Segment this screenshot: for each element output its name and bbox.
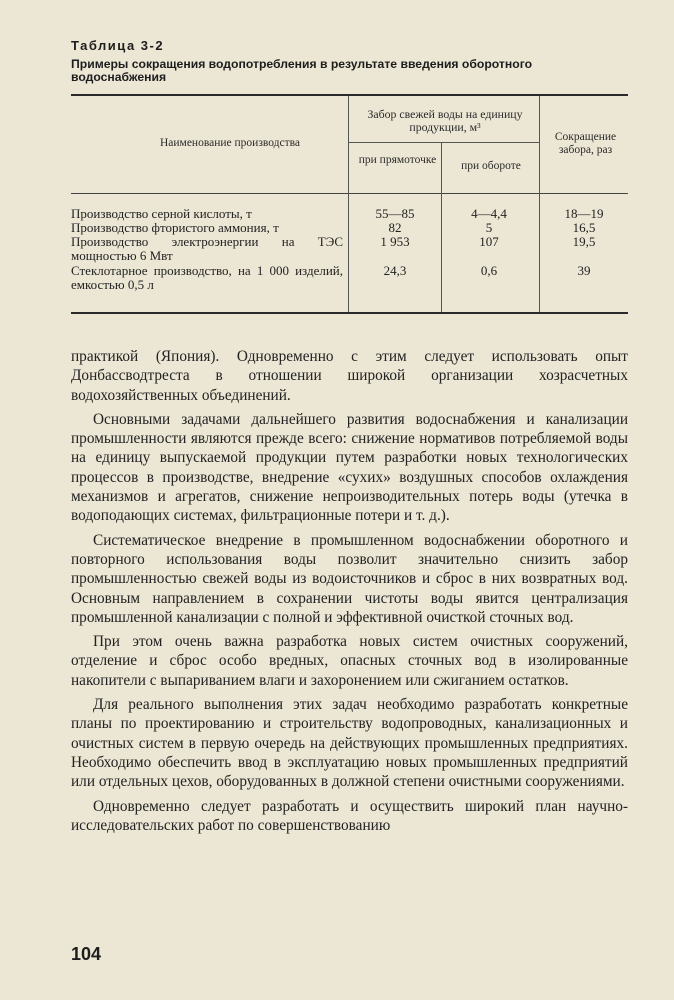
- header-recirculation: при обороте: [461, 160, 521, 172]
- table-caption: Таблица 3-2: [71, 38, 165, 53]
- table-cell-reduction: 16,5: [572, 220, 596, 235]
- table-row-name: Производство фтористого аммония, т: [71, 220, 279, 235]
- column-divider: [441, 143, 442, 312]
- table-cell-direct: 55—85: [375, 206, 415, 221]
- table-cell-direct: 1 953: [380, 234, 410, 249]
- body-text: [71, 347, 628, 835]
- header-name: Наименование производства: [159, 137, 300, 149]
- table-top-rule: [71, 94, 628, 96]
- paragraph: Одновременно следует разработать и осуществить широкий план научно-исследовательских работ по совершенствованию: [71, 797, 628, 834]
- column-divider: [539, 96, 540, 312]
- table-row-name: Производство электроэнергии на ТЭС мощностью 6 Мвт: [71, 234, 343, 263]
- header-intake: Забор свежей воды на единицу продукции, м³: [367, 107, 523, 134]
- table-cell-direct: 24,3: [383, 263, 407, 278]
- paragraph: практикой (Япония). Одновременно с этим следует использовать опыт Донбассводтреста в отношении широкой организации хозрасчетных водохозяйственных объединений.: [71, 348, 628, 404]
- table-cell-reduction: 39: [577, 263, 591, 278]
- table-cell-recirculation: 0,6: [480, 263, 498, 278]
- paragraph: Для реального выполнения этих задач необходимо разработать конкретные планы по проектированию и строительству водопроводных, канализационных и очистных систем в первую очередь на действующих промышленных предприятиях. Необходимо обеспечить ввод в эксплуатацию новых промышленных предприятий или отдельных цехов, оборудованных в должной степени очистными сооружениями.: [71, 696, 628, 791]
- table-row-name: Стеклотарное производство, на 1 000 изделий, емкостью 0,5 л: [71, 263, 343, 292]
- paragraph: Основными задачами дальнейшего развития водоснабжения и канализации промышленности являются прежде всего: снижение нормативов потребляемой воды на единицу выпускаемой продукции путем разработки новых технологических процессов в производстве, внедрение «сухих» воздушных способов охлаждения механизмов и агрегатов, снижение непроизводительных потерь воды (утечка в водоподающих системах, фильтрационные потери и т. д.).: [71, 410, 628, 525]
- column-divider: [348, 96, 349, 312]
- table-cell-reduction: 18—19: [564, 206, 604, 221]
- table-row-name: Производство серной кислоты, т: [71, 206, 252, 221]
- header-reduction: Сокращение забора, раз: [554, 131, 617, 156]
- table-title: Примеры сокращения водопотребления в результате введения оборотного водоснабжения: [71, 57, 533, 84]
- table-subheader-rule: [349, 142, 539, 143]
- table-bottom-rule: [71, 312, 628, 314]
- page-number: 104: [71, 944, 102, 964]
- table-cell-direct: 82: [388, 220, 402, 235]
- table-cell-reduction: 19,5: [572, 234, 596, 249]
- table-cell-recirculation: 107: [479, 234, 499, 249]
- paragraph: Систематическое внедрение в промышленном водоснабжении оборотного и повторного использования воды позволит значительно снизить забор промышленностью свежей воды из водоисточников и сброс в них возвратных вод. Основным направлением в сохранении чистоты воды явится централизация промышленной канализации с полной и эффективной очисткой сточных вод.: [71, 531, 628, 626]
- table-cell-recirculation: 5: [485, 220, 493, 235]
- table-cell-recirculation: 4—4,4: [471, 206, 507, 221]
- paragraph: При этом очень важна разработка новых систем очистных сооружений, отделение и сброс особо вредных, опасных сточных вод в изолированные накопители с выпариванием влаги и захоронением или сжиганием остатков.: [71, 633, 628, 689]
- table-header-rule: [71, 193, 628, 194]
- header-direct: при прямоточке: [358, 154, 437, 166]
